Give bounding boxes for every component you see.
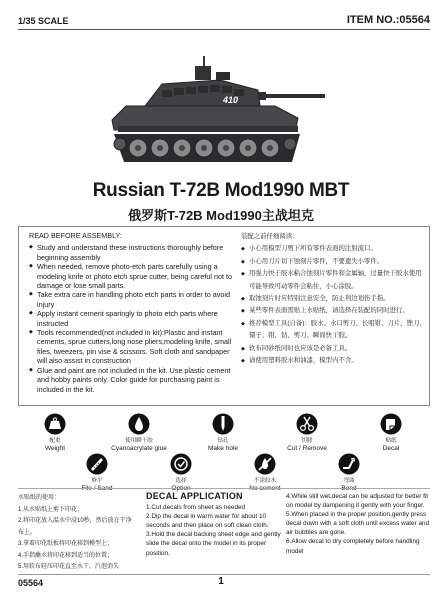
symbol-file-sand [62,453,132,493]
symbol-cut-en: Cut / Remove [287,445,327,452]
file-sand-icon [86,453,108,475]
decal-english-steps-1 [146,492,286,558]
list-item: ◆ 小心用模型刀剪下所有零件表面的注射流口。 [241,243,427,255]
symbol-cut-remove [272,413,342,453]
cyanoacrylate-glue-icon [128,413,150,435]
symbol-option-cn: 选择 [175,478,187,484]
cut-remove-icon [296,413,318,435]
list-item: 5.用软布轻压印花直至水干，汽泡消失 [18,564,120,570]
list-item: 1.Cut decals from sheet as needed [146,504,246,512]
symbol-decal-cn: 贴纸 [385,438,397,444]
decal-application-section [18,488,430,572]
instructions-chinese-list [241,243,427,367]
page-number: 1 [218,576,224,587]
list-item: 4.While still wet,decal can be adjusted for better fit on model by dampening it gently with your finger. [286,493,429,510]
list-item: 2.Dip the decal in warm water for about 10 seconds and then place on soft clean cloth. [146,513,269,530]
decal-chinese [18,493,136,574]
symbol-bend [314,453,384,493]
list-item: ◆ 推荐模型工具(自备)：胶水、水口剪刀、长咀钳、刀片、锉刀、镊子、钳、钻、剪刀、瞬间快干胶。 [241,318,427,343]
instructions-chinese [241,231,427,367]
list-item: ◆ Tools recommended(not included in kit):Plastic and instant cements, sprue cutters,long nose pliers,modeling knife, small files, tweezers, pin vise & scissors. Soft cloth and sandpaper will also assist in construction [29,328,235,366]
symbol-option [146,453,216,493]
footer-item-number: 05564 [18,578,44,588]
decal-icon [380,413,402,435]
list-item: ◆ 软布同砂纸同时也应该是必备工具。 [241,343,427,355]
decal-english-steps-2 [286,492,430,556]
symbol-option-en: Option [171,485,191,492]
instructions-english [29,231,235,394]
decal-chinese-heading: 水贴纸的使用： [18,495,61,501]
tank-tracks [114,134,300,162]
symbol-weight-cn: 配重 [49,438,61,444]
symbol-hole-cn: 钻孔 [217,438,229,444]
bend-icon [338,453,360,475]
list-item: 1.从水贴纸上剪下印花； [18,506,84,513]
symbol-weight-en: Weight [44,445,66,452]
symbol-file-cn: 修平 [91,478,103,484]
tank-turret [145,56,260,106]
list-item: ◆ Study and understand these instructions thoroughly before beginning assembly [29,243,235,262]
item-number: ITEM NO.:05564 [346,14,430,26]
symbol-legend [18,413,430,496]
symbol-cyanoacrylate-glue [104,413,174,453]
list-item: 6.Allow decal to dry completely before handling model [286,538,420,555]
instructions-english-heading: READ BEFORE ASSEMBLY: [29,231,122,240]
header-bar [18,16,430,30]
symbol-decal-en: Decal [382,445,400,452]
title-english: Russian T-72B Mod1990 MBT [92,180,350,201]
symbol-cut-cn: 切除 [301,438,313,444]
list-item: ◆ Take extra care in handling photo etch parts in order to avoid injury [29,290,235,309]
symbol-nocement-en: No cement [249,485,281,492]
no-cement-icon [254,453,276,475]
list-item: ◆ Apply instant cement sparingly to photo etch parts where instructed [29,309,235,328]
instructions-box [18,226,430,406]
list-item: ◆ 取蚀刻片时应特别注意安全，防止利边划伤手指。 [241,293,427,305]
list-item: 4.手指蘸水将印花移到适当的位置； [18,552,114,559]
symbol-make-hole [188,413,258,453]
symbol-bend-cn: 弯曲 [343,478,355,484]
list-item: ◆ 请使用塑料胶水和油漆，模型内不含。 [241,355,427,367]
symbol-no-cement [230,453,300,493]
symbol-weight [20,413,90,453]
decal-title: DECAL APPLICATION [146,491,243,501]
list-item: 2.将印花放入温水中浸10秒，然后放在干净布上。 [18,518,132,536]
tank-illustration [100,52,330,170]
header-rule [18,29,430,30]
list-item: ◆ Glue and paint are not included in the kit. Use plastic cement and hobby paints only. Color guide for purchasing paint is included in the kit. [29,366,235,394]
list-item: ◆ When needed, remove photo-etch parts carefully using a modeling knife or photo etch sprue cutter, being careful not to damage or lose small parts. [29,262,235,290]
list-item: 3.Hold the decal backing sheet edge and gently slide the decal onto the model in its proper position. [146,531,281,557]
symbol-decal [356,413,426,453]
symbol-glue-cn: 使用瞬干胶 [125,438,153,444]
tank-hull [112,106,298,132]
list-item: ◆ 某些零件表面需贴上水贴纸，请选择在装配的同时进行。 [241,305,427,317]
list-item: 3.拿着印花纸板将印花移到模型上； [18,541,114,547]
instructions-chinese-heading: 装配之前仔细阅读： [241,233,299,240]
scale-label: 1/35 SCALE [18,16,69,26]
title-chinese: 俄罗斯T-72B Mod1990主战坦克 [128,208,314,223]
list-item: ◆ 用强力快干胶水粘合蚀刻片零件和金属轴，过量快干胶水使用可能导致可动零件会粘住，小心涂胶。 [241,268,427,293]
footer-rule [18,574,430,575]
turret-number: 410 [223,95,239,105]
instructions-english-list [29,243,235,394]
symbol-glue-en: Cyanoacrylate glue [111,445,167,452]
symbol-nocement-cn: 不涂胶水 [253,478,276,484]
weight-icon [44,413,66,435]
symbol-file-en: File / Sand [81,485,113,492]
symbol-bend-en: Bend [341,485,357,492]
option-icon [170,453,192,475]
symbol-hole-en: Make hole [208,445,238,452]
list-item: ◆ 小心用刀片切下蚀刻片零件，不要遗失小零件。 [241,256,427,268]
make-hole-icon [212,413,234,435]
list-item: 5.When placed in the proper position,gently press decal down with a soft cloth until excess water and air bubbles are gone. [286,511,430,537]
